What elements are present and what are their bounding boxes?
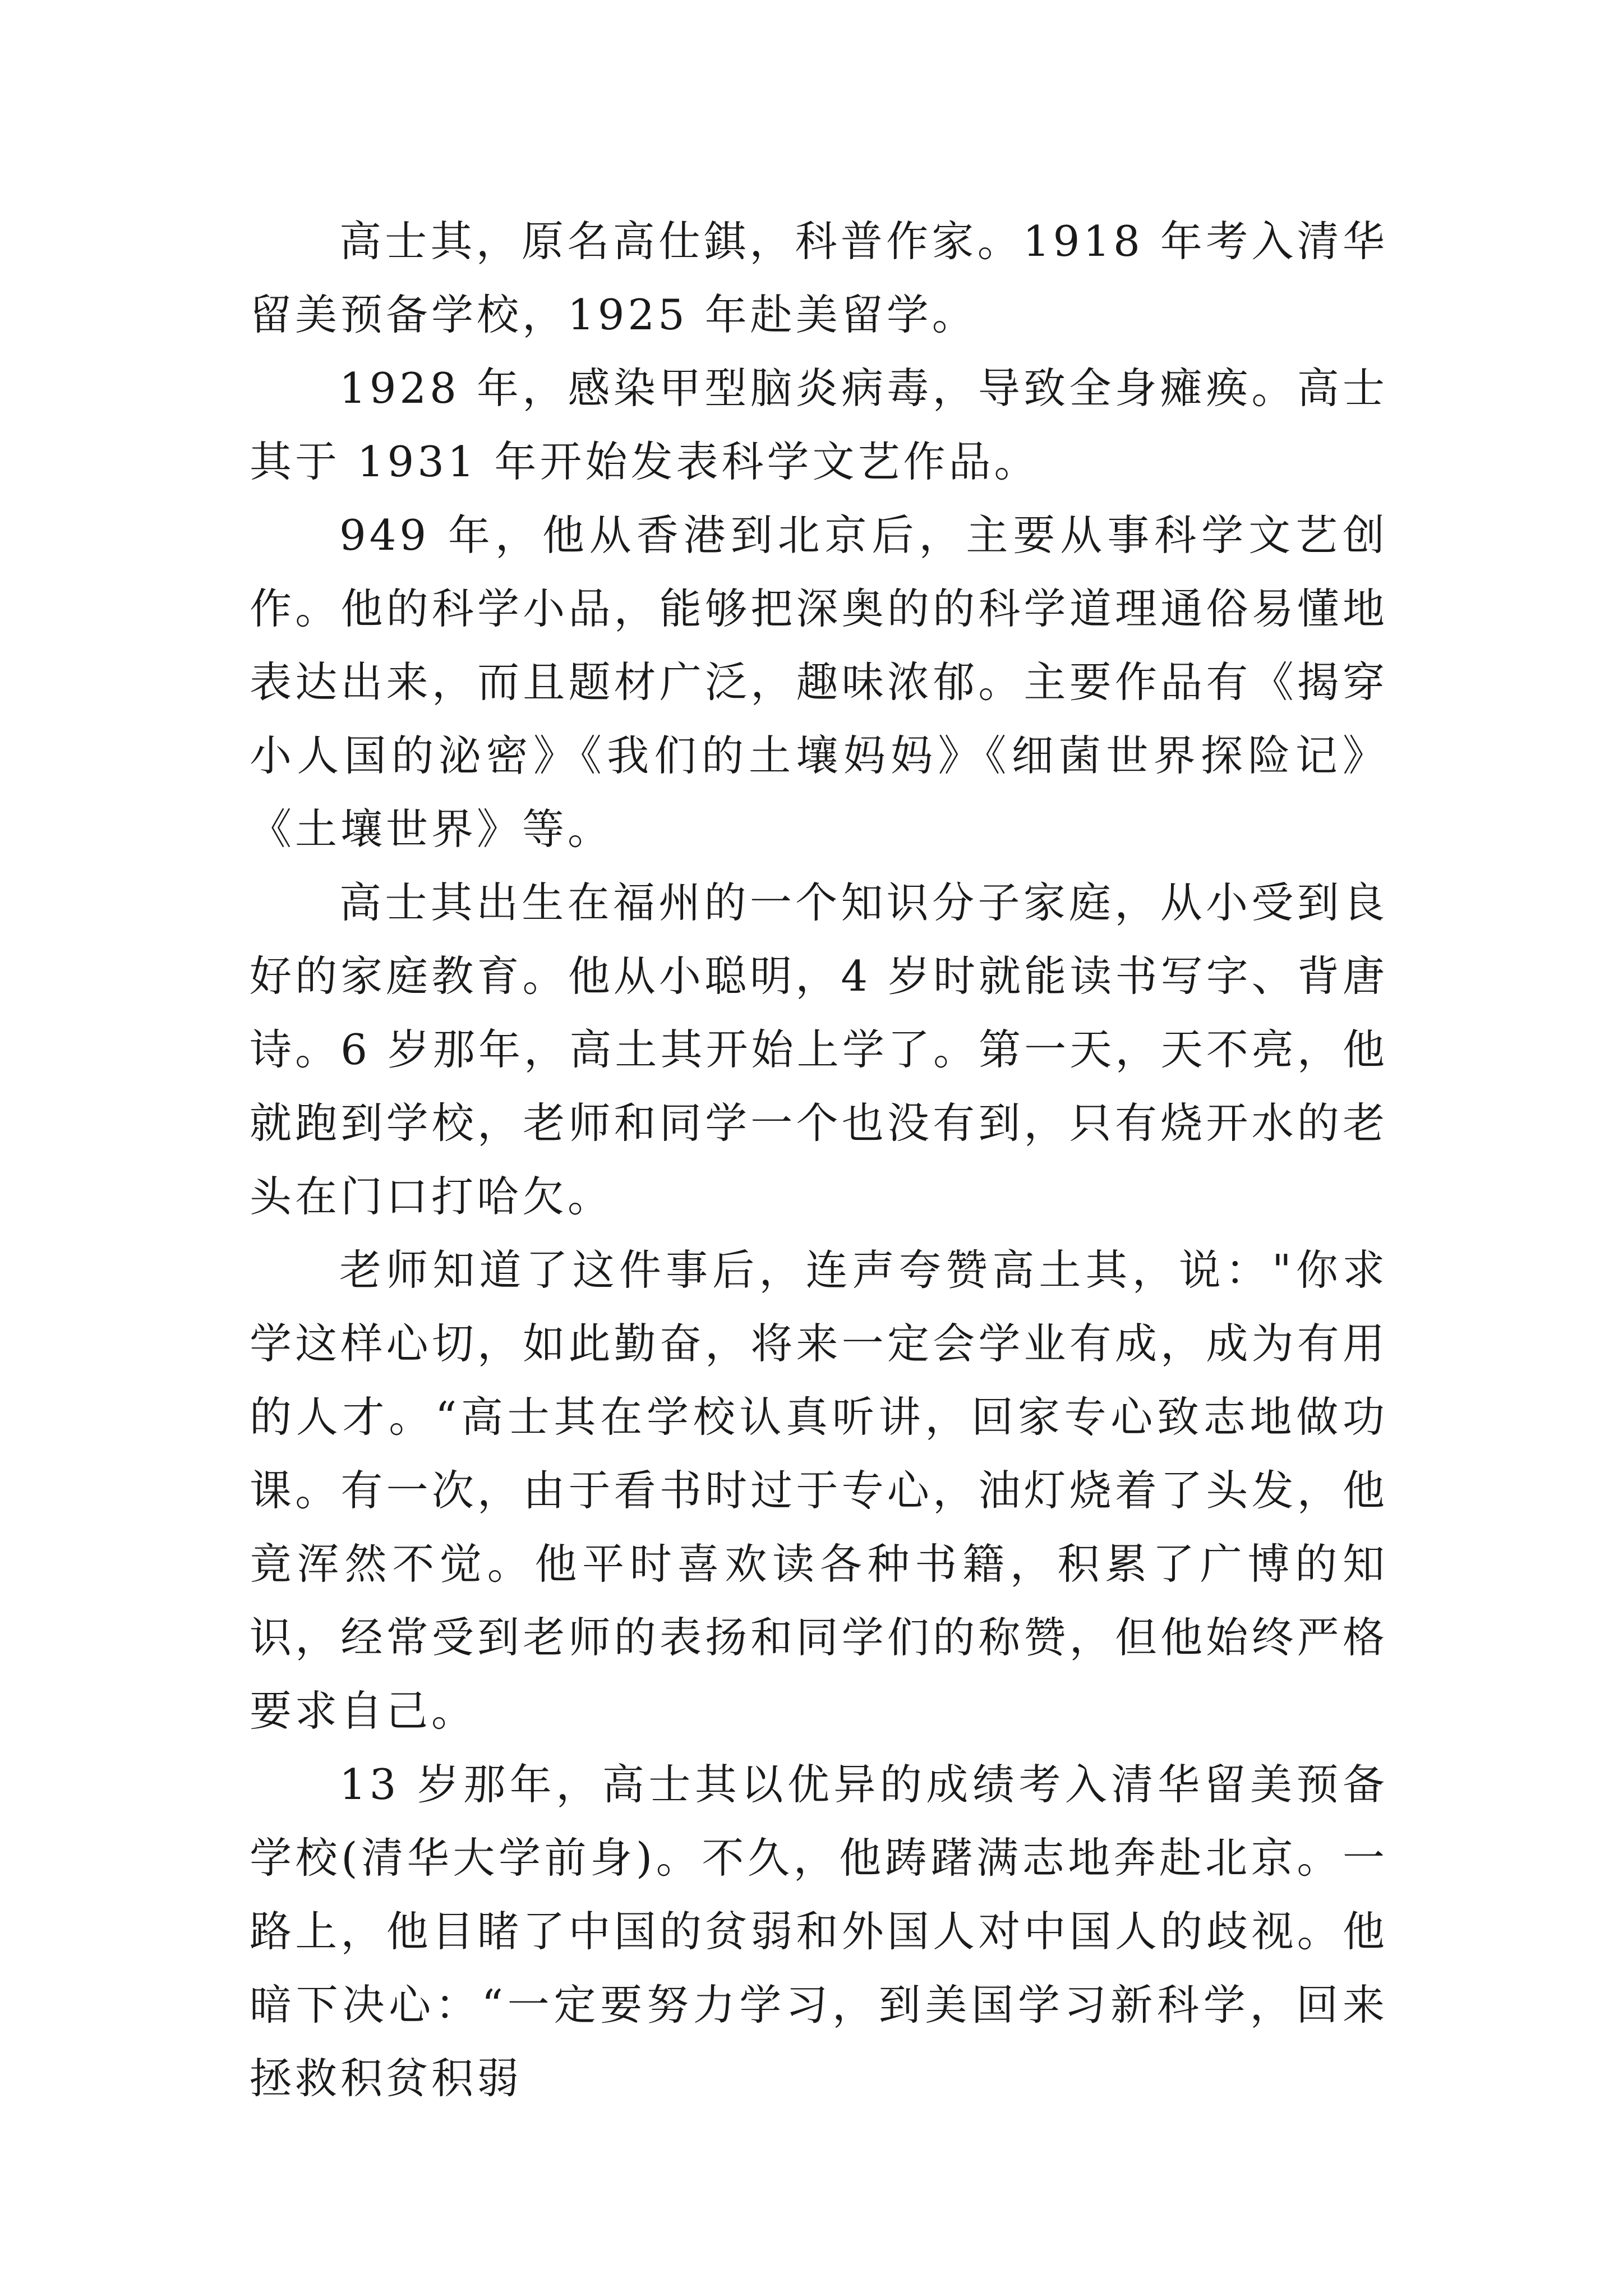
- paragraph: 老师知道了这件事后，连声夸赞高土其，说："你求学这样心切，如此勤奋，将来一定会学业有成，成为有用的人才。“高士其在学校认真听讲，回家专心致志地做功课。有一次，由于看书时过于专心，油灯烧着了头发，他竟浑然不觉。他平时喜欢读各种书籍，积累了广博的知识，经常受到老师的表扬和同学们的称赞，但他始终严格要求自己。: [250, 1245, 1388, 1736]
- paragraph: 1928 年，感染甲型脑炎病毒，导致全身瘫痪。高士其于 1931 年开始发表科学文艺作品。: [250, 364, 1388, 486]
- paragraph: 13 岁那年，高士其以优异的成绩考入清华留美预备学校(清华大学前身)。不久，他踌躇满志地奔赴北京。一路上，他目睹了中国的贫弱和外国人对中国人的歧视。他暗下决心：“一定要努力学习，到美国学习新科学，回来拯救积贫积弱: [250, 1760, 1388, 2103]
- document-body: [250, 205, 1388, 2115]
- paragraph: 949 年，他从香港到北京后，主要从事科学文艺创作。他的科学小品，能够把深奥的的科学道理通俗易懂地表达出来，而且题材广泛，趣味浓郁。主要作品有《揭穿小人国的泌密》《我们的土壤妈妈》《细菌世界探险记》《土壤世界》等。: [250, 510, 1388, 854]
- paragraph: 高士其，原名高仕錤，科普作家。1918 年考入清华留美预备学校，1925 年赴美留学。: [250, 217, 1388, 339]
- paragraph: 高士其出生在福州的一个知识分子家庭，从小受到良好的家庭教育。他从小聪明，4 岁时就能读书写字、背唐诗。6 岁那年，高土其开始上学了。第一天，天不亮，他就跑到学校，老师和同学一个也没有到，只有烧开水的老头在门口打哈欠。: [250, 878, 1388, 1221]
